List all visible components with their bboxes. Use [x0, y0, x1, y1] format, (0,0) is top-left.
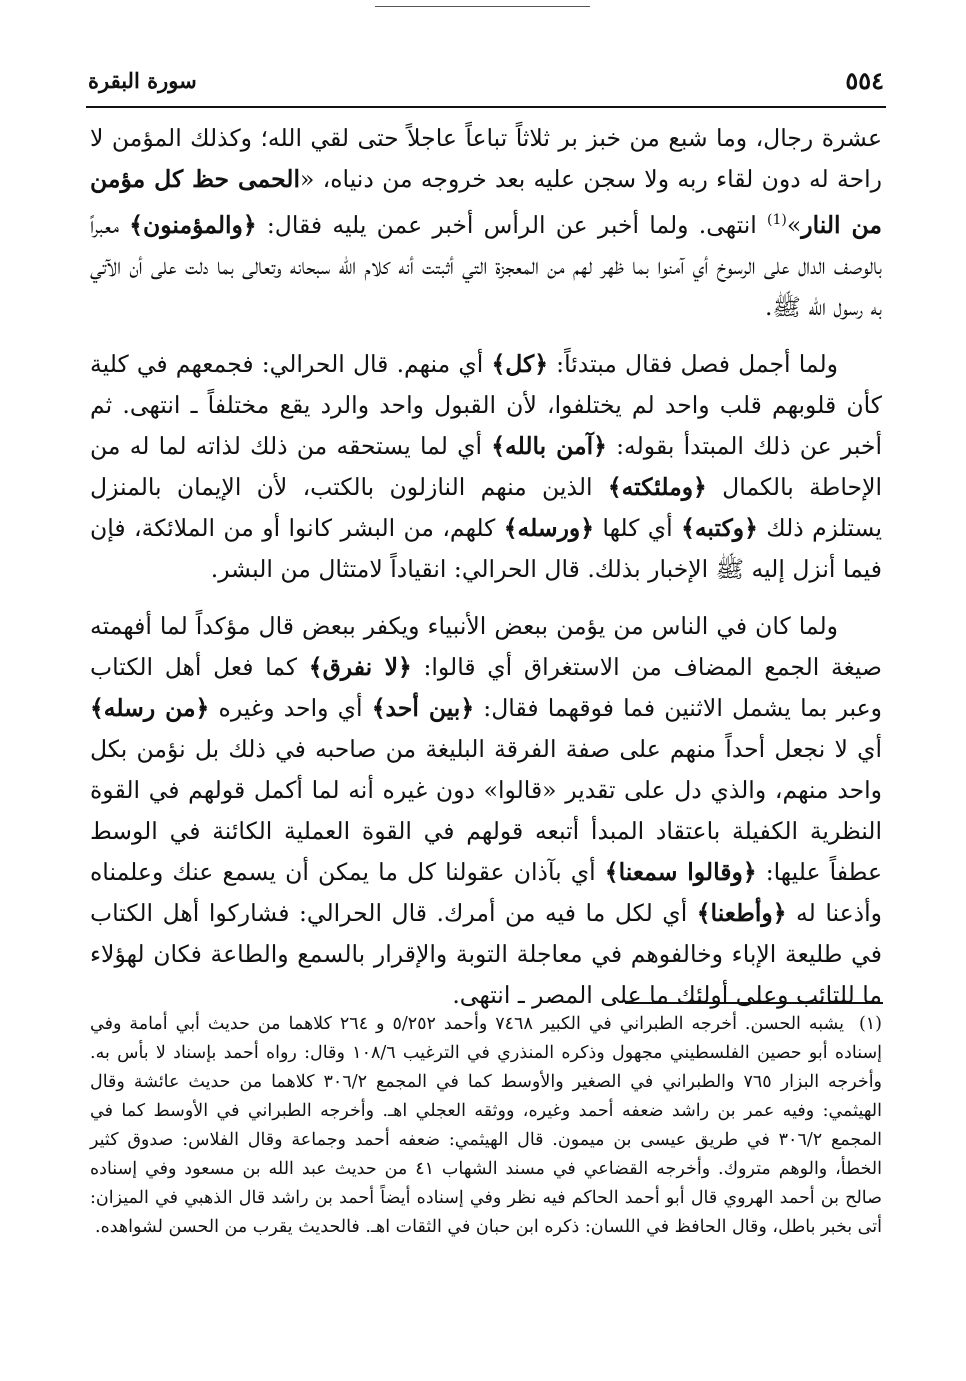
text-run: ولما أجمل فصل فقال مبتدئاً: [547, 349, 838, 378]
quran-quote: ﴿وكتبه﴾ [681, 513, 758, 542]
main-text [90, 118, 882, 1016]
text-run: » [786, 210, 802, 239]
footnote-ref: (1) [767, 212, 787, 228]
footnote-divider [625, 1002, 883, 1004]
surah-title: سورة البقرة [88, 68, 197, 93]
text-run: معبراً بالوصف الدال على الرسوخ أي آمنوا بما ظهر لهم من المعجزة التي أثبتت أنه كلام الله سبحانه وتعالى بما دلت على أن الآتي به رسول الله ﷺ. [90, 210, 882, 321]
top-decorative-rule [375, 6, 590, 7]
quran-quote: ﴿وأطعنا﴾ [696, 898, 787, 927]
page-number: ٥٥٤ [845, 66, 884, 95]
quran-quote: ﴿وقالوا سمعنا﴾ [604, 857, 757, 886]
paragraph-2 [90, 344, 882, 590]
paragraph-1 [90, 118, 882, 328]
quran-quote: ﴿وملئكته﴾ [607, 472, 707, 501]
hadith-quote: الحمى حظ كل مؤمن من النار [90, 165, 882, 239]
text-run: انتهى. ولما أخبر عن الرأس أخبر عمن يليه فقال: [256, 210, 768, 239]
quran-quote: ﴿كل﴾ [491, 349, 548, 378]
paragraph-3 [90, 606, 882, 1016]
text-run: أي بآذان عقولنا كل ما يمكن أن يسمع عنك وعلمناه وأذعنا له [90, 857, 882, 927]
text-run: أي واحد وغيره [209, 693, 372, 722]
text-run: كلهم، من البشر كانوا أو من الملائكة، فإن فيما أنزل إليه ﷺ الإخبار بذلك. قال الحرالي: انقياداً لامتثال من البشر. [90, 513, 882, 583]
text-run: الذين منهم النازلون بالكتب، لأن الإيمان بالمنزل يستلزم ذلك [90, 472, 882, 542]
footnote-text: يشبه الحسن. أخرجه الطبراني في الكبير ٧٤٦٨ وأحمد ٥/٢٥٢ و ٢٦٤ كلاهما من حديث أبي أمامة وفي إسناده أبو حصين الفلسطيني مجهول وذكره المنذري في الترغيب ١٠٨/٦ وقال: رواه أحمد بإسناد لا بأس به. وأخرجه البزار ٧٦٥ والطبراني في الصغير والأوسط كما في المجمع ٣٠٦/٢ كلاهما من حديث عائشة وقال الهيثمي: وفيه عمر بن راشد ضعفه أحمد وغيره، ووثقه العجلي اهـ. وأخرجه الطبراني في الأوسط كما في المجمع ٣٠٦/٢ في طريق عيسى بن ميمون. قال الهيثمي: ضعفه أحمد وجماعة وقال الفلاس: صدوق كثير الخطأ، والوهم متروك. وأخرجه القضاعي في مسند الشهاب ٤١ من حديث عبد الله بن مسعود وفي إسناده صالح بن أحمد الهروي قال أبو أحمد الحاكم فيه نظر وفي إسناده أيضاً أحمد بن راشد قال الذهبي في الميزان: أتى بخبر باطل، وقال الحافظ في اللسان: ذكره ابن حبان في الثقات اهـ. فالحديث يقرب من الحسن لشواهده. [90, 1014, 883, 1237]
text-run: أي منهم. قال الحرالي: فجمعهم في كلية كأن قلوبهم قلب واحد لم يختلفوا، لأن القبول واحد والرد يقع مختلفاً ـ انتهى. ثم أخبر عن ذلك المبتدأ بقوله: [90, 349, 883, 460]
quran-quote: ﴿آمن بالله﴾ [491, 431, 607, 460]
footnote-number: (١) [858, 1014, 882, 1034]
header-divider [86, 106, 886, 108]
text-run: أي كلها [594, 513, 682, 542]
quran-quote: ﴿بين أحد﴾ [371, 693, 475, 722]
quran-quote: ﴿لا نفرق﴾ [308, 652, 412, 681]
text-run: أي لكل ما فيه من أمرك. قال الحرالي: فشاركوا أهل الكتاب في طليعة الإباء وخالفوهم في معاجلة التوبة والإقرار بالسمع والطاعة فكان لهؤلاء ما للتائب وعلى أولئك ما على المصر ـ انتهى. [90, 898, 882, 1009]
footnotes [90, 1010, 882, 1242]
text-run: كما فعل أهل الكتاب وعبر بما يشمل الاثنين فما فوقهما فقال: [90, 652, 883, 722]
text-run: أي لا نجعل أحداً منهم على صفة الفرقة البليغة من صاحبه في ذلك بل نؤمن بكل واحد منهم، والذي دل على تقدير «قالوا» دون غيره أنه لما أكمل قولهم في القوة النظرية الكفيلة باعتقاد المبدأ أتبعه قولهم في القوة العملية الكائنة في الوسط عطفاً عليها: [90, 734, 882, 886]
text-run: ولما كان في الناس من يؤمن ببعض الأنبياء ويكفر ببعض قال مؤكداً لما أفهمته صيغة الجمع المضاف من الاستغراق أي قالوا: [90, 611, 882, 681]
quran-quote: ﴿والمؤمنون﴾ [129, 210, 257, 239]
quran-quote: ﴿من رسله﴾ [90, 693, 210, 722]
page-header [88, 66, 884, 100]
quran-quote: ﴿ورسله﴾ [503, 513, 595, 542]
text-run: عشرة رجال، وما شبع من خبز بر ثلاثاً تباعاً عاجلاً حتى لقي الله؛ وكذلك المؤمن لا راحة له دون لقاء ربه ولا سجن عليه بعد خروجه من دنياه، « [90, 124, 882, 193]
text-run: أي لما يستحقه من ذلك لذاته لما له من الإحاطة بالكمال [90, 431, 882, 501]
